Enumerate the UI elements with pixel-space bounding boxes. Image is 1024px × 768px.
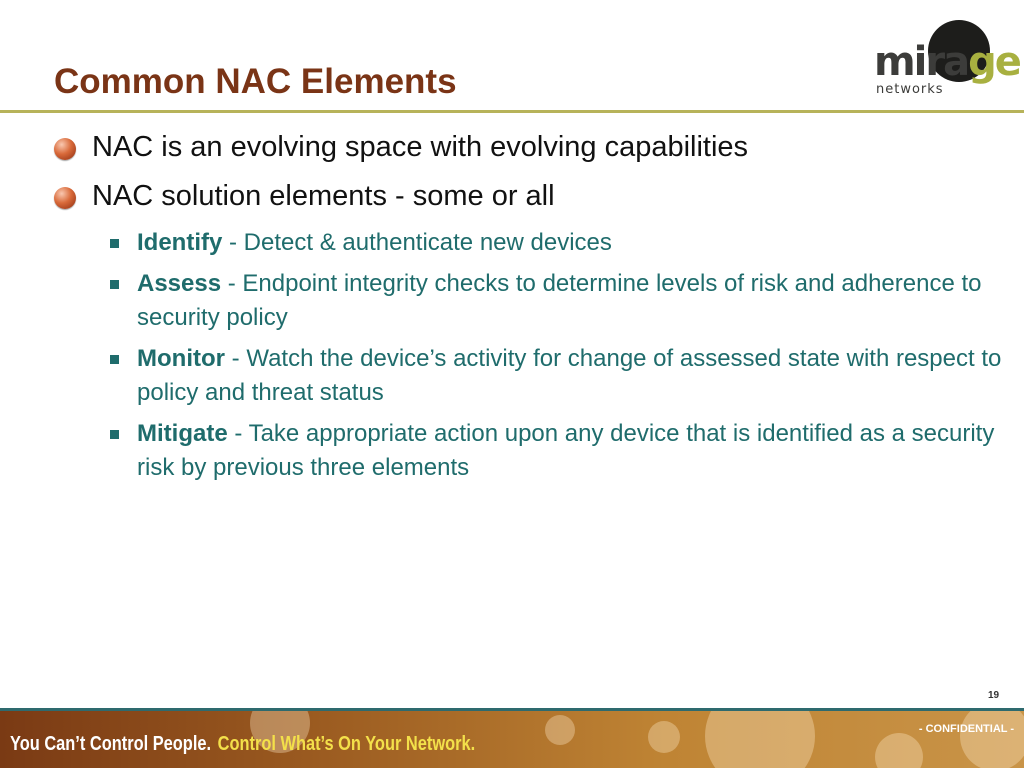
decorative-circle (705, 708, 815, 768)
sub-bullet-item (54, 267, 1004, 335)
sub-bullet-desc: - Take appropriate action upon any device that is identified as a security risk by previous three elements (137, 420, 995, 481)
slide-content (54, 128, 1004, 492)
logo-wordmark (874, 39, 1020, 85)
square-bullet-icon (110, 430, 119, 439)
bullet-text: NAC is an evolving space with evolving capabilities (92, 131, 749, 163)
bullet-item (54, 177, 1004, 215)
sub-bullet-term: Mitigate (137, 420, 228, 447)
sub-bullet-term: Identify (137, 229, 223, 256)
bullet-ball-icon (54, 138, 76, 160)
decorative-circle (960, 708, 1024, 768)
bullet-item (54, 128, 1004, 166)
logo-subtext: networks (876, 82, 944, 97)
sub-bullet-desc: - Detect & authenticate new devices (222, 229, 612, 256)
tagline-yellow: Control What’s On Your Network. (217, 733, 476, 755)
footer-banner (0, 708, 1024, 768)
logo-wordmark-light: ge (968, 39, 1020, 85)
confidential-label: - CONFIDENTIAL - (918, 723, 1014, 735)
tagline-white: You Can’t Control People. (10, 733, 212, 755)
square-bullet-icon (110, 280, 119, 289)
square-bullet-icon (110, 239, 119, 248)
sub-bullet-item (54, 226, 1004, 260)
decorative-circle (875, 733, 923, 768)
mirage-networks-logo (872, 20, 1020, 100)
sub-bullet-desc: - Endpoint integrity checks to determine levels of risk and adherence to security policy (137, 270, 982, 331)
logo-wordmark-dark: mira (874, 39, 969, 85)
slide-title: Common NAC Elements (54, 62, 457, 101)
decorative-circle (648, 721, 680, 753)
bullet-ball-icon (54, 187, 76, 209)
bullet-text: NAC solution elements - some or all (92, 180, 555, 212)
square-bullet-icon (110, 355, 119, 364)
sub-bullet-term: Assess (137, 270, 222, 297)
sub-bullet-item (54, 342, 1004, 410)
title-divider (0, 110, 1024, 113)
sub-bullet-item (54, 417, 1004, 485)
decorative-circle (545, 715, 575, 745)
footer-tagline (10, 733, 475, 756)
page-number: 19 (988, 690, 1000, 701)
sub-bullet-term: Monitor (137, 345, 225, 372)
sub-bullet-desc: - Watch the device’s activity for change of assessed state with respect to policy and threat status (137, 345, 1002, 406)
